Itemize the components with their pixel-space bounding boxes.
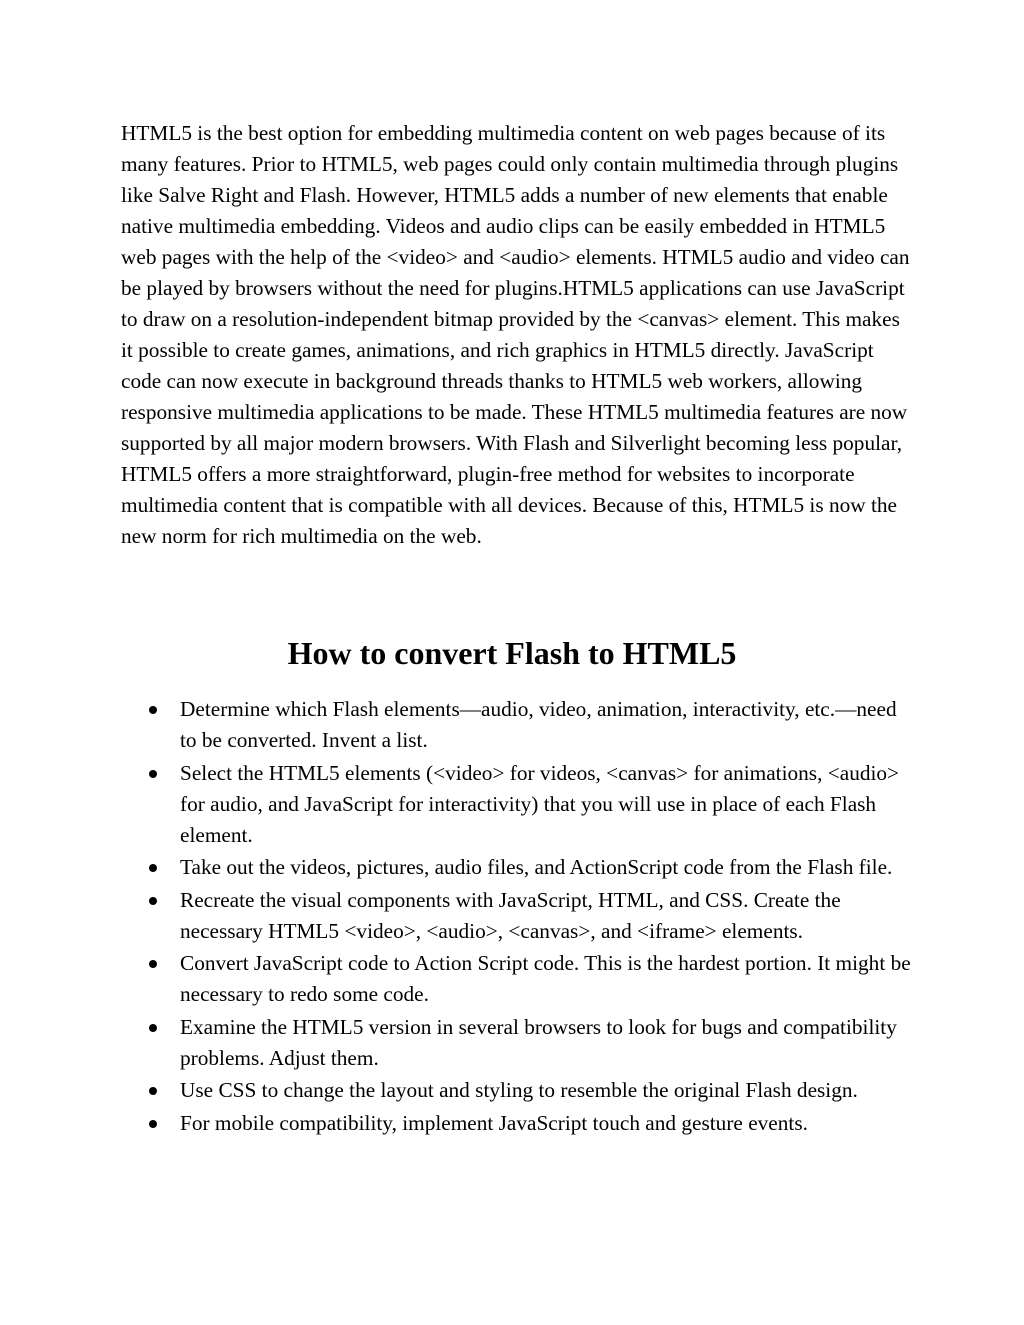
- bullet-icon: [149, 706, 157, 714]
- list-item: [180, 885, 915, 947]
- bullet-icon: [149, 897, 157, 905]
- list-item: [180, 758, 915, 851]
- section-heading: How to convert Flash to HTML5: [287, 635, 737, 671]
- steps-list: [180, 694, 915, 1140]
- bullet-icon: [149, 770, 157, 778]
- list-item-text: Examine the HTML5 version in several browsers to look for bugs and compatibility problems. Adjust them.: [180, 1014, 897, 1070]
- bullet-icon: [149, 960, 157, 968]
- bullet-icon: [149, 1120, 157, 1128]
- list-item: [180, 1075, 915, 1106]
- list-item: [180, 852, 915, 883]
- list-item-text: Recreate the visual components with JavaScript, HTML, and CSS. Create the necessary HTML5 <video>, <audio>, <canvas>, and <iframe> elements.: [180, 887, 841, 943]
- list-item: [180, 694, 915, 756]
- bullet-icon: [149, 1024, 157, 1032]
- list-item-text: For mobile compatibility, implement JavaScript touch and gesture events.: [180, 1110, 808, 1135]
- list-item-text: Determine which Flash elements—audio, video, animation, interactivity, etc.—need to be converted. Invent a list.: [180, 697, 897, 752]
- list-item-text: Use CSS to change the layout and styling to resemble the original Flash design.: [180, 1078, 858, 1102]
- list-item-text: Take out the videos, pictures, audio files, and ActionScript code from the Flash file.: [180, 855, 893, 879]
- list-item-text: Select the HTML5 elements (<video> for videos, <canvas> for animations, <audio> for audio, and JavaScript for interactivity) that you will use in place of each Flash element.: [180, 760, 900, 847]
- bullet-icon: [149, 864, 157, 872]
- bullet-icon: [149, 1087, 157, 1095]
- list-item-text: Convert JavaScript code to Action Script code. This is the hardest portion. It might be necessary to redo some code.: [180, 951, 911, 1006]
- list-item: [180, 1108, 915, 1139]
- list-item: [180, 948, 915, 1010]
- intro-paragraph: HTML5 is the best option for embedding multimedia content on web pages because of its many features. Prior to HTML5, web pages could only contain multimedia through plugins like Salve Right and Flash. However, HTML5 adds a number of new elements that enable native multimedia embedding. Videos and audio clips can be easily embedded in HTML5 web pages with the help of the <video> and <audio> elements. HTML5 audio and video can be played by browsers without the need for plugins.HTML5 applications can use JavaScript to draw on a resolution-independent bitmap provided by the <canvas> element. This makes it possible to create games, animations, and rich graphics in HTML5 directly. JavaScript code can now execute in background threads thanks to HTML5 web workers, allowing responsive multimedia applications to be made. These HTML5 multimedia features are now supported by all major modern browsers. With Flash and Silverlight becoming less popular, HTML5 offers a more straightforward, plugin-free method for websites to incorporate multimedia content that is compatible with all devices. Because of this, HTML5 is now the new norm for rich multimedia on the web.: [121, 121, 910, 548]
- list-item: [180, 1012, 915, 1074]
